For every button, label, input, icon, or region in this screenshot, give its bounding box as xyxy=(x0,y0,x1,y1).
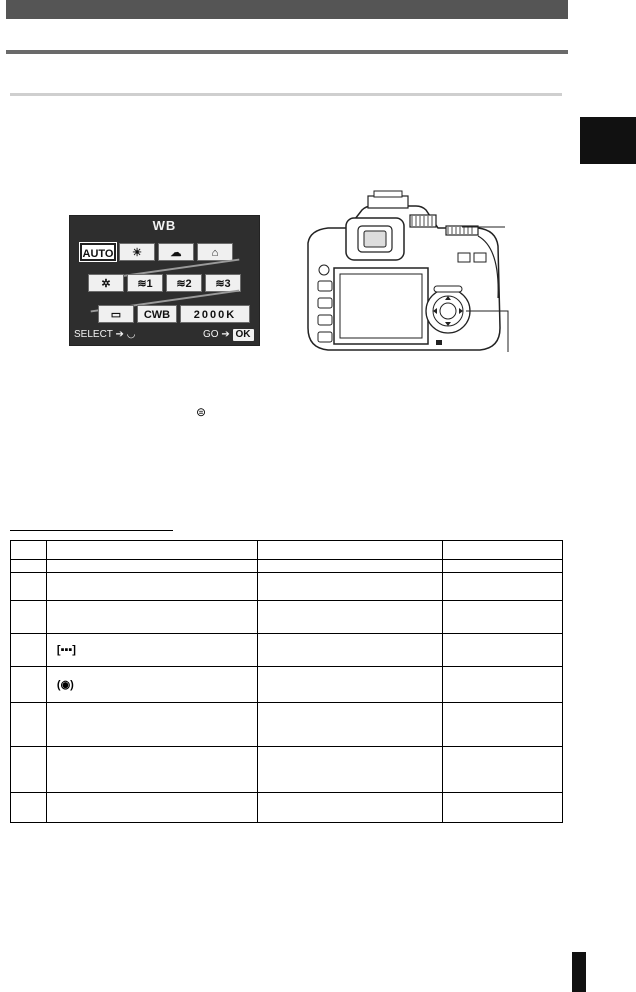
section-rule xyxy=(6,50,568,54)
fluorescent-1-icon[interactable]: ≋1 xyxy=(127,274,163,292)
shade-icon[interactable]: ⌂ xyxy=(197,243,233,261)
table-row xyxy=(11,601,563,634)
select-hint xyxy=(74,329,135,340)
cloudy-icon[interactable]: ☁ xyxy=(158,243,194,261)
camera-back-illustration xyxy=(300,188,525,358)
subsection-rule xyxy=(10,93,562,96)
select-label: SELECT xyxy=(74,329,113,340)
dial-icon: ◡ xyxy=(126,329,136,340)
page-edge-tab xyxy=(572,952,586,992)
sunny-icon[interactable]: ☀ xyxy=(119,243,155,261)
ok-button-label: OK xyxy=(233,329,254,341)
table-row xyxy=(11,560,563,573)
table-caption-underline xyxy=(10,530,173,531)
go-label: GO xyxy=(203,329,219,340)
fluorescent-2-icon[interactable]: ≋2 xyxy=(166,274,202,292)
multi-area-af-icon: [▪▪▪] xyxy=(56,644,76,656)
header-bar xyxy=(6,0,568,19)
dial-icon: ⊜ xyxy=(196,405,207,419)
metering-icon: (◉) xyxy=(56,679,74,691)
chapter-tab xyxy=(580,117,636,164)
go-hint xyxy=(203,329,254,341)
table-row xyxy=(11,634,563,667)
table-row xyxy=(11,703,563,747)
wb-menu-title: WB xyxy=(152,218,177,233)
spec-table xyxy=(10,540,563,823)
wb-menu-screen xyxy=(69,215,260,346)
arrow-right-icon: ➔ xyxy=(221,329,230,340)
fluorescent-3-icon[interactable]: ≋3 xyxy=(205,274,241,292)
table-row xyxy=(11,667,563,703)
cwb-option[interactable]: CWB xyxy=(137,305,177,323)
tungsten-icon[interactable]: ✲ xyxy=(88,274,124,292)
table-header-row xyxy=(11,541,563,560)
table-row xyxy=(11,573,563,601)
arrow-right-icon: ➔ xyxy=(115,329,124,340)
one-touch-wb-icon[interactable]: ▭ xyxy=(98,305,134,323)
table-row xyxy=(11,793,563,823)
table-row xyxy=(11,747,563,793)
kelvin-value[interactable]: 2000K xyxy=(180,305,250,323)
wb-auto-option[interactable]: AUTO xyxy=(80,243,116,261)
